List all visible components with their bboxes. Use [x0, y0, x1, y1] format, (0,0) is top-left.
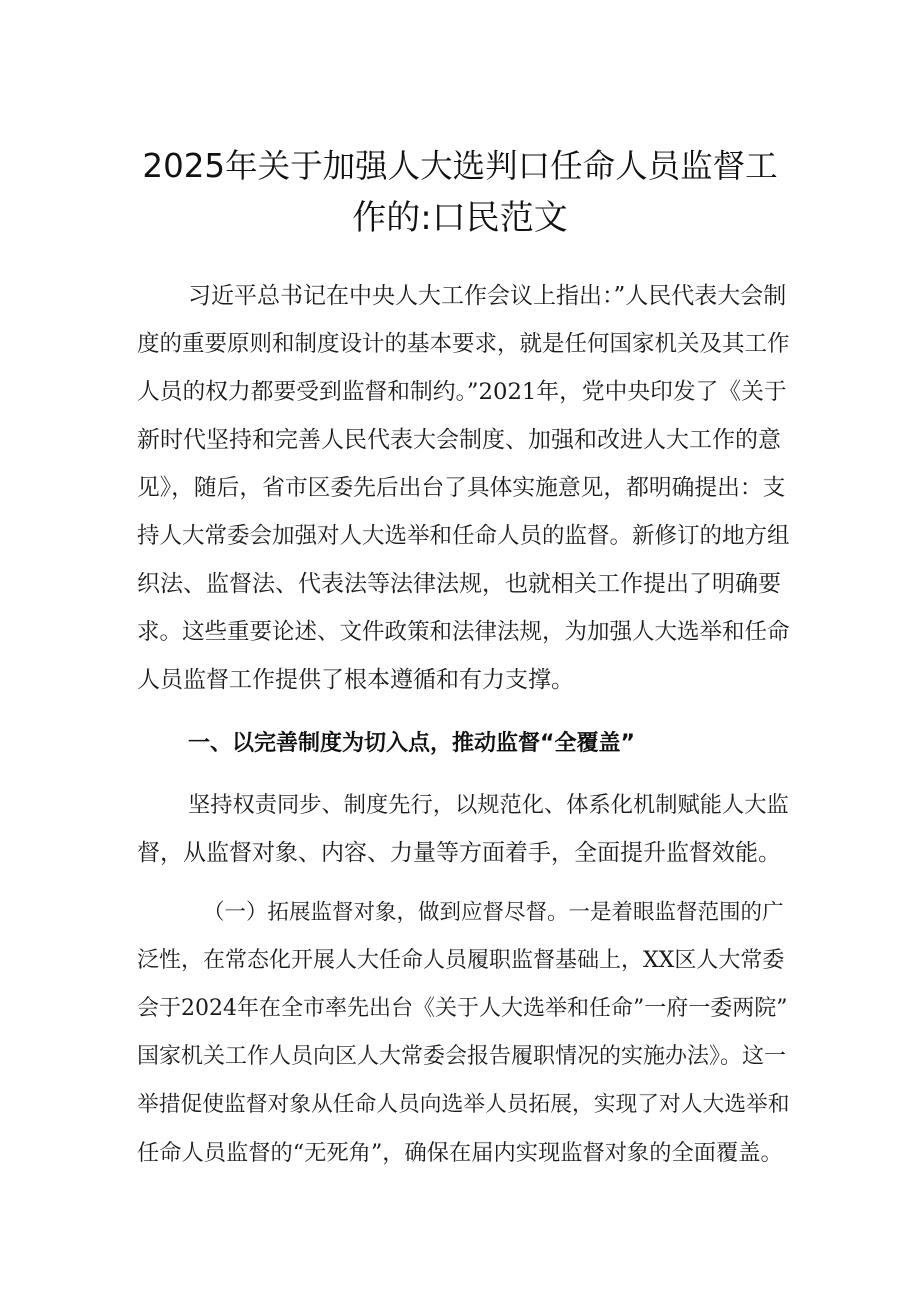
intro-line: 持人大常委会加强对人大选举和任命人员的监督。新修订的地方组	[137, 523, 790, 549]
intro-line: 人员监督工作提供了根本遵循和有力支撑。	[137, 667, 574, 693]
document-title-line-2: 作的:口民范文	[352, 198, 568, 238]
subsection-line: 国家机关工作人员向区人大常委会报告履职情况的实施办法》。这一	[137, 1044, 787, 1069]
section-heading: 一、以完善制度为切入点，推动监督“全覆盖”	[188, 731, 635, 756]
intro-line: 人员的权力都要受到监督和制约。”2021年，党中央印发了《关于	[137, 379, 787, 405]
subsection-line: 会于2024年在全市率先出台《关于人大选举和任命”一府一委两院”	[137, 996, 788, 1021]
document-title-line-1: 2025年关于加强人大选判口任命人员监督工	[142, 147, 778, 185]
subsection-line: 泛性，在常态化开展人大任命人员履职监督基础上，XX区人大常委	[137, 948, 785, 973]
subsection-line: 任命人员监督的“无死角”，确保在届内实现监督对象的全面覆盖。	[137, 1140, 783, 1166]
intro-line: 度的重要原则和制度设计的基本要求，就是任何国家机关及其工作	[137, 331, 790, 357]
intro-line: 见》，随后，省市区委先后出台了具体实施意见，都明确提出：支	[137, 475, 786, 501]
intro-line: 习近平总书记在中央人大工作会议上指出：”人民代表大会制	[188, 283, 787, 309]
subsection-line: （一）拓展监督对象，做到应督尽督。一是着眼监督范围的广	[203, 900, 784, 925]
section-line: 坚持权责同步、制度先行，以规范化、体系化机制赋能人大监	[188, 792, 789, 818]
section-line: 督，从监督对象、内容、力量等方面着手，全面提升监督效能。	[137, 840, 781, 866]
subsection-line: 举措促使监督对象从任命人员向选举人员拓展，实现了对人大选举和	[137, 1092, 790, 1117]
intro-line: 织法、监督法、代表法等法律法规，也就相关工作提出了明确要	[137, 571, 781, 597]
intro-line: 新时代坚持和完善人民代表大会制度、加强和改进人大工作的意	[137, 427, 781, 453]
intro-line: 求。这些重要论述、文件政策和法律法规，为加强人大选举和任命	[137, 619, 790, 645]
